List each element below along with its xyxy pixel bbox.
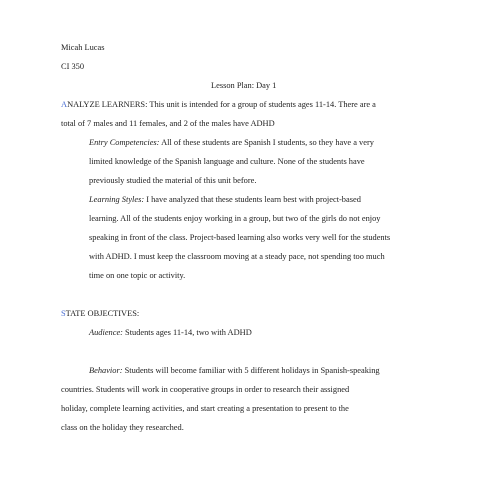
learning-styles-line-4: with ADHD. I must keep the classroom moving at a steady pace, not spending too much [89, 252, 385, 261]
learning-styles-line-1 [89, 195, 361, 205]
entry-competencies-label: Entry Competencies: [89, 138, 160, 147]
analyze-line-1-text: This unit is intended for a group of students ages 11-14. There are a [147, 100, 376, 109]
state-heading: TATE OBJECTIVES: [65, 309, 140, 318]
entry-competencies-line-3: previously studied the material of this unit before. [89, 176, 257, 185]
learning-styles-line-5: time on one topic or activity. [89, 271, 186, 280]
course-code: CI 350 [61, 62, 85, 71]
learning-styles-text: I have analyzed that these students learn best with project-based [144, 195, 361, 204]
audience-line [89, 328, 252, 338]
author-name: Micah Lucas [61, 43, 105, 52]
entry-competencies-line-1 [89, 138, 374, 148]
behavior-line-2: countries. Students will work in cooperative groups in order to research their assigned [61, 385, 350, 394]
learning-styles-line-3: speaking in front of the class. Project-based learning also works very well for the students [89, 233, 391, 242]
learning-styles-label: Learning Styles: [89, 195, 145, 204]
analyze-heading: NALYZE LEARNERS: [67, 100, 148, 109]
learning-styles-line-2: learning. All of the students enjoy working in a group, but two of the girls do not enjoy [89, 214, 381, 223]
audience-text: Students ages 11-14, two with ADHD [122, 328, 252, 337]
behavior-line-4: class on the holiday they researched. [61, 423, 184, 432]
state-heading-initial: S [61, 309, 66, 318]
analyze-learners-line-1 [61, 100, 376, 110]
behavior-label: Behavior: [89, 366, 123, 375]
entry-competencies-line-2: limited knowledge of the Spanish language and culture. None of the students have [89, 157, 365, 166]
behavior-text: Students will become familiar with 5 different holidays in Spanish-speaking [122, 366, 380, 375]
analyze-learners-line-2: total of 7 males and 11 females, and 2 of the males have ADHD [61, 119, 275, 128]
behavior-line-1 [89, 366, 380, 376]
behavior-line-3: holiday, complete learning activities, and start creating a presentation to present to the [61, 404, 349, 413]
audience-label: Audience: [89, 328, 123, 337]
document-title: Lesson Plan: Day 1 [211, 81, 277, 90]
analyze-heading-initial: A [61, 100, 68, 109]
entry-competencies-text: All of these students are Spanish I students, so they have a very [159, 138, 374, 147]
state-objectives-heading-line [61, 309, 139, 319]
